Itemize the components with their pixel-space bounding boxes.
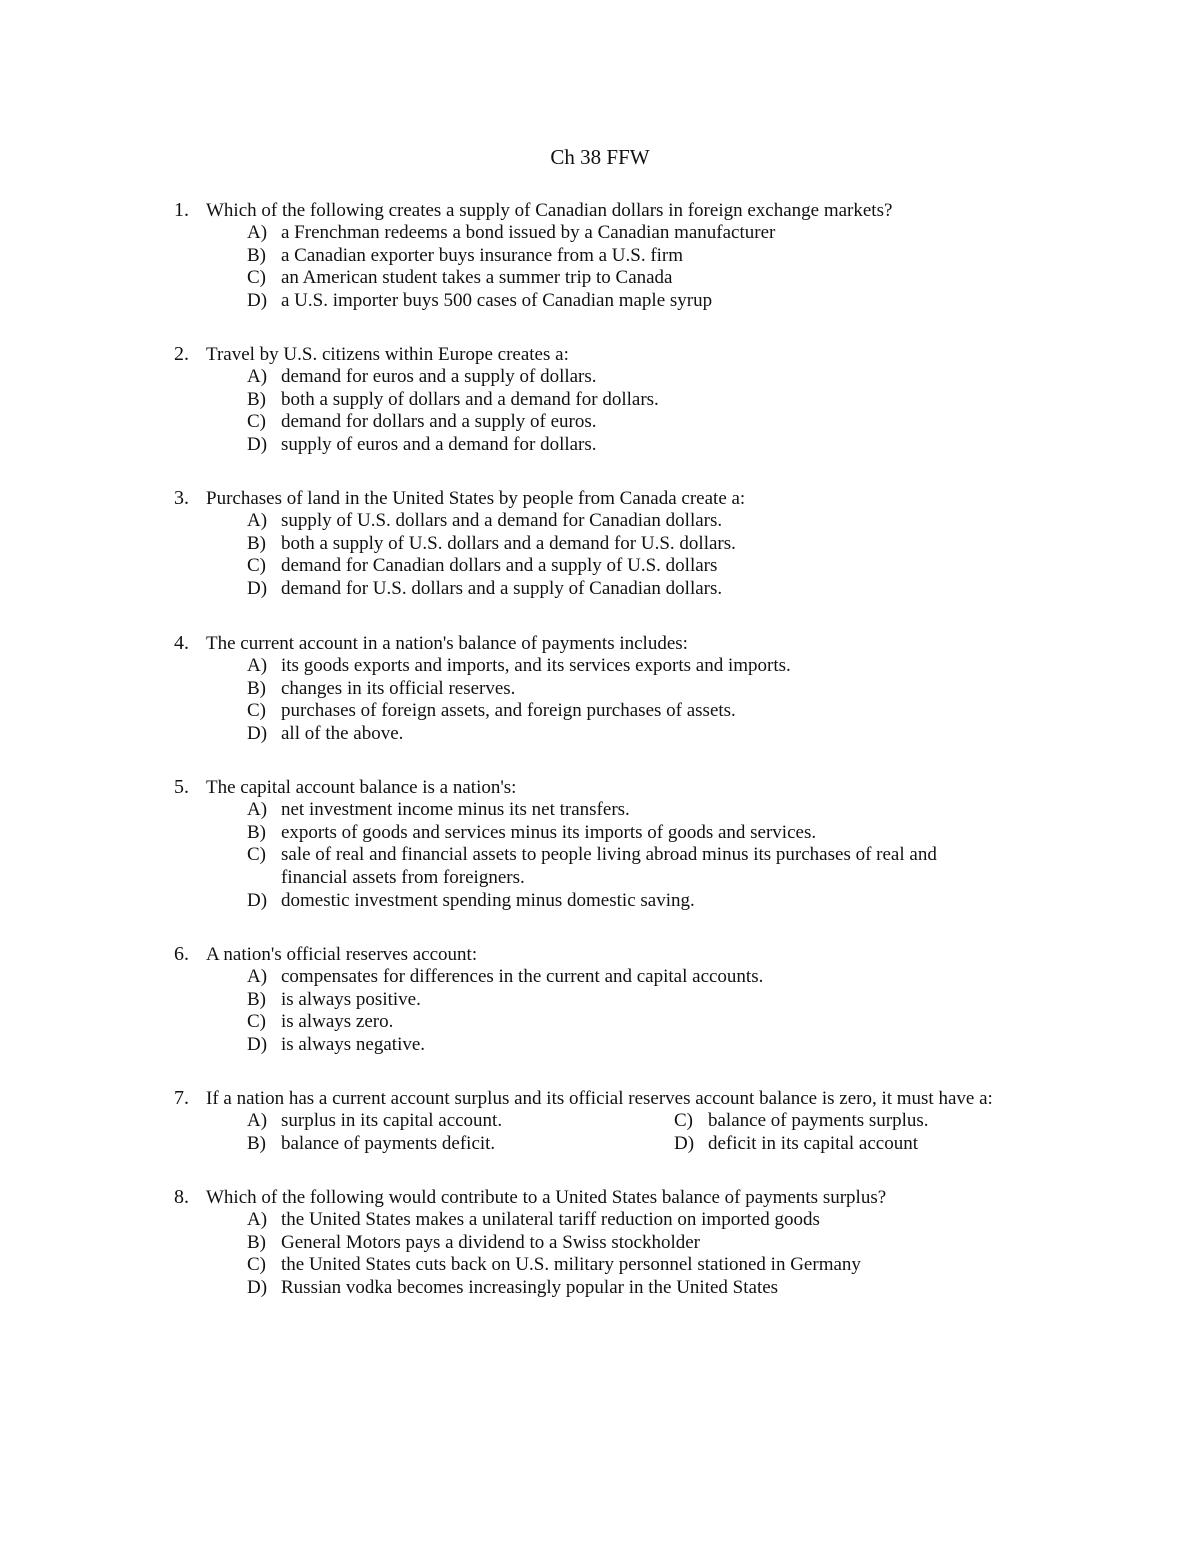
question-stem (174, 1087, 1154, 1110)
choice-text: supply of U.S. dollars and a demand for Canadian dollars. (281, 510, 723, 531)
choice-letter: A) (247, 799, 268, 820)
choice-letter: D) (247, 290, 268, 312)
question-text: Which of the following creates a supply of Canadian dollars in foreign exchange markets? (206, 200, 893, 221)
question-stem (174, 487, 1154, 510)
choice-b (174, 245, 1154, 268)
choice-text: purchases of foreign assets, and foreign purchases of assets. (281, 700, 736, 722)
choice-c (174, 555, 1154, 578)
choice-letter: C) (247, 411, 266, 433)
choice-text: net investment income minus its net transfers. (281, 799, 630, 820)
choice-text: both a supply of U.S. dollars and a demand for U.S. dollars. (281, 532, 736, 554)
choice-text: demand for Canadian dollars and a supply of U.S. dollars (281, 555, 718, 577)
choice-text: a Canadian exporter buys insurance from a U.S. firm (281, 244, 684, 266)
choice-a (174, 222, 1154, 245)
question-2 (174, 343, 1154, 457)
choice-letter: D) (674, 1132, 695, 1154)
question-number: 7. (174, 1087, 189, 1109)
question-stem (174, 199, 1154, 222)
choice-text: supply of euros and a demand for dollars. (281, 434, 597, 456)
question-4 (174, 632, 1154, 746)
choice-a (174, 366, 1154, 389)
question-3 (174, 487, 1154, 601)
question-text: Purchases of land in the United States by people from Canada create a: (206, 488, 746, 509)
question-text: If a nation has a current account surplus and its official reserves account balance is zero, it must have a: (206, 1088, 993, 1109)
choice-text: General Motors pays a dividend to a Swiss stockholder (281, 1231, 700, 1253)
question-number: 6. (174, 943, 189, 965)
question-stem (174, 943, 1154, 966)
choice-letter: B) (247, 388, 266, 410)
question-number: 2. (174, 343, 189, 365)
choice-a (174, 966, 1154, 989)
choice-text: a U.S. importer buys 500 cases of Canadian maple syrup (281, 290, 713, 312)
choice-letter: B) (247, 988, 266, 1010)
choice-letter: B) (247, 1132, 266, 1154)
choice-d (174, 434, 1154, 457)
choice-text: an American student takes a summer trip to Canada (281, 267, 673, 289)
question-7 (174, 1087, 1154, 1156)
choice-d (174, 578, 1154, 601)
choice-c (174, 1254, 1154, 1277)
choice-d (174, 1277, 1154, 1300)
choice-b (174, 822, 1154, 845)
choice-letter: A) (247, 510, 268, 531)
choice-a (174, 655, 1154, 678)
choice-b (174, 533, 1154, 556)
choice-a (174, 510, 1154, 533)
choice-text: the United States makes a unilateral tariff reduction on imported goods (281, 1209, 820, 1230)
choice-text: demand for U.S. dollars and a supply of Canadian dollars. (281, 578, 723, 600)
choice-b (247, 1133, 495, 1156)
choice-text: balance of payments surplus. (708, 1110, 929, 1131)
choice-text: Russian vodka becomes increasingly popular in the United States (281, 1277, 779, 1299)
choice-letter: C) (247, 1254, 266, 1276)
choice-text: sale of real and financial assets to people living abroad minus its purchases of real and financial assets from foreigners. (281, 844, 937, 889)
question-text: The current account in a nation's balance of payments includes: (206, 633, 688, 654)
question-number: 1. (174, 199, 189, 221)
question-stem (174, 632, 1154, 655)
question-number: 5. (174, 776, 189, 798)
choice-text: demand for dollars and a supply of euros. (281, 411, 597, 433)
choice-letter: C) (247, 700, 266, 722)
choice-text: exports of goods and services minus its imports of goods and services. (281, 821, 817, 843)
choice-letter: B) (247, 244, 266, 266)
choice-letter: A) (247, 366, 268, 387)
choice-c (174, 844, 1154, 889)
choice-b (174, 989, 1154, 1012)
question-number: 3. (174, 487, 189, 509)
choice-letter: C) (247, 1011, 266, 1033)
choice-text: surplus in its capital account. (281, 1110, 503, 1131)
choice-c (174, 1011, 1154, 1034)
choice-d (174, 290, 1154, 313)
choice-letter: D) (247, 1034, 268, 1056)
choice-d (174, 723, 1154, 746)
choice-letter: B) (247, 1231, 266, 1253)
choice-letter: A) (247, 966, 268, 987)
choice-text: is always zero. (281, 1011, 394, 1033)
choice-letter: C) (247, 555, 266, 577)
choice-d (674, 1133, 918, 1156)
choice-d (174, 890, 1154, 913)
choice-letter: C) (247, 267, 266, 289)
choice-b (174, 389, 1154, 412)
question-text: The capital account balance is a nation's: (206, 777, 517, 798)
choice-letter: D) (247, 889, 268, 911)
choice-c (174, 411, 1154, 434)
choice-text: is always negative. (281, 1034, 426, 1056)
choice-text: its goods exports and imports, and its services exports and imports. (281, 655, 791, 676)
choice-letter: A) (247, 1209, 268, 1230)
choice-text: changes in its official reserves. (281, 677, 516, 699)
question-8 (174, 1186, 1154, 1300)
choice-text: a Frenchman redeems a bond issued by a Canadian manufacturer (281, 222, 776, 243)
question-number: 4. (174, 632, 189, 654)
page-title: Ch 38 FFW (550, 145, 650, 169)
choice-letter: B) (247, 677, 266, 699)
choice-b (174, 1232, 1154, 1255)
choice-c (674, 1110, 929, 1133)
choice-letter: C) (247, 844, 266, 866)
question-stem (174, 343, 1154, 366)
choice-a (174, 1209, 1154, 1232)
choice-letter: A) (247, 1110, 268, 1131)
choice-text: balance of payments deficit. (281, 1132, 496, 1154)
question-text: A nation's official reserves account: (206, 944, 478, 965)
choice-grid (174, 1110, 1154, 1156)
choice-letter: A) (247, 655, 268, 676)
choice-letter: C) (674, 1110, 693, 1131)
question-5 (174, 776, 1154, 913)
choice-letter: D) (247, 723, 268, 745)
question-number: 8. (174, 1186, 189, 1208)
choice-c (174, 267, 1154, 290)
choice-a (247, 1110, 502, 1133)
choice-letter: B) (247, 821, 266, 843)
question-6 (174, 943, 1154, 1057)
question-1 (174, 199, 1154, 313)
choice-letter: B) (247, 532, 266, 554)
choice-text: compensates for differences in the current and capital accounts. (281, 966, 764, 987)
choice-text: is always positive. (281, 988, 421, 1010)
question-text: Travel by U.S. citizens within Europe creates a: (206, 344, 569, 365)
choice-text: the United States cuts back on U.S. military personnel stationed in Germany (281, 1254, 861, 1276)
choice-letter: D) (247, 578, 268, 600)
choice-letter: D) (247, 434, 268, 456)
choice-c (174, 700, 1154, 723)
choice-text: all of the above. (281, 723, 404, 745)
choice-text: demand for euros and a supply of dollars. (281, 366, 597, 387)
choice-d (174, 1034, 1154, 1057)
choice-letter: A) (247, 222, 268, 243)
choice-a (174, 799, 1154, 822)
choice-b (174, 678, 1154, 701)
choice-letter: D) (247, 1277, 268, 1299)
choice-text: both a supply of dollars and a demand for dollars. (281, 388, 659, 410)
choice-text: domestic investment spending minus domestic saving. (281, 889, 695, 911)
question-stem (174, 776, 1154, 799)
choice-text: deficit in its capital account (708, 1132, 918, 1154)
question-stem (174, 1186, 1154, 1209)
question-text: Which of the following would contribute to a United States balance of payments surplus? (206, 1187, 887, 1208)
